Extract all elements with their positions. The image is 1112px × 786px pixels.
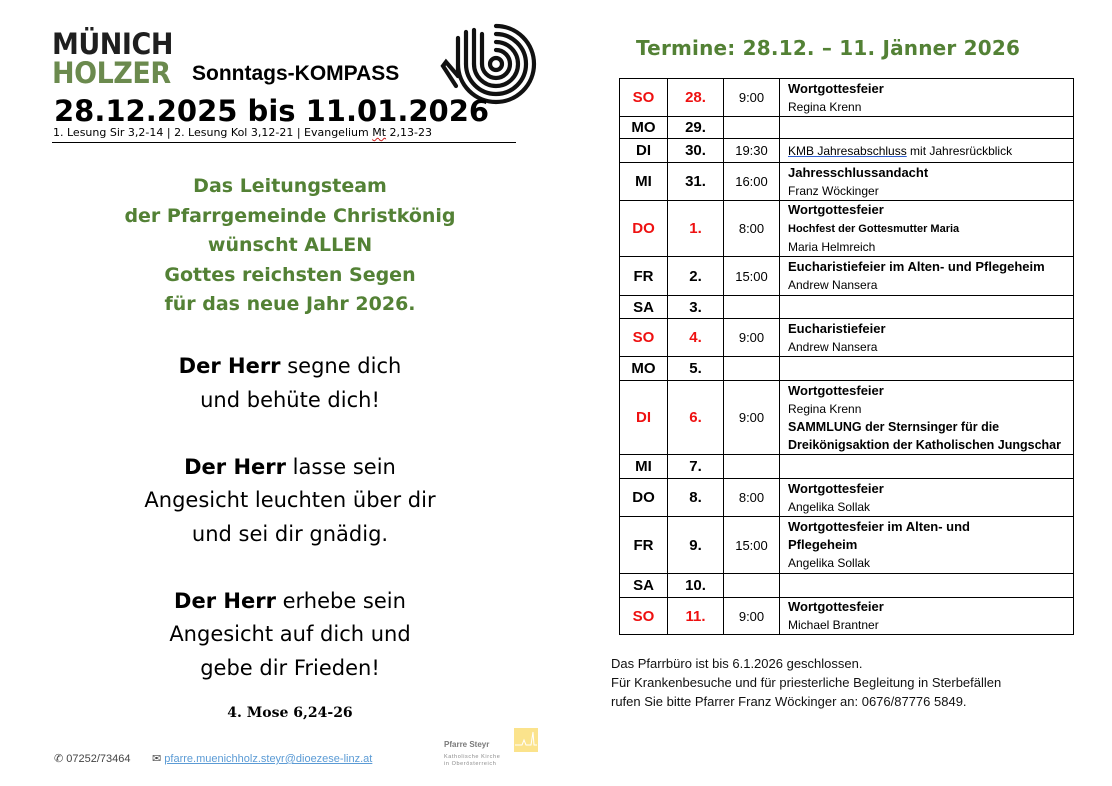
date-cell: 31. xyxy=(668,163,724,201)
schedule-table xyxy=(619,78,1074,635)
readings-text-end: 2,13-23 xyxy=(386,126,433,139)
event-person: Andrew Nansera xyxy=(788,339,878,354)
event-line xyxy=(788,258,1073,276)
time-cell xyxy=(724,455,780,479)
schedule-row xyxy=(620,574,1074,598)
event-cell xyxy=(780,381,1074,455)
schedule-row xyxy=(620,257,1074,296)
event-cell xyxy=(780,574,1074,598)
greeting-line: wünscht ALLEN xyxy=(207,234,373,256)
event-text: mit Jahresrückblick xyxy=(906,143,1013,158)
time-cell: 9:00 xyxy=(724,319,780,357)
date-cell: 29. xyxy=(668,117,724,139)
event-cell xyxy=(780,201,1074,257)
event-cell xyxy=(780,319,1074,357)
event-cell xyxy=(780,117,1074,139)
blessing-line: gebe dir Frieden! xyxy=(200,655,380,680)
event-line xyxy=(788,98,1073,116)
weekday-cell: FR xyxy=(620,517,668,574)
greeting-line: Das Leitungsteam xyxy=(193,175,387,197)
weekday-cell: MI xyxy=(620,163,668,201)
date-range-heading: 28.12.2025 bis 11.01.2026 xyxy=(54,94,490,128)
event-title: Wortgottesfeier xyxy=(788,80,884,96)
blessing-line: Angesicht leuchten über dir xyxy=(144,488,436,512)
time-cell: 8:00 xyxy=(724,201,780,257)
event-cell xyxy=(780,598,1074,635)
time-cell xyxy=(724,574,780,598)
event-line xyxy=(788,142,1073,160)
aaronic-blessing xyxy=(80,350,500,719)
date-cell: 4. xyxy=(668,319,724,357)
event-line xyxy=(788,164,1073,182)
blessing-text: segne dich xyxy=(280,354,402,378)
time-cell: 9:00 xyxy=(724,79,780,117)
notice-line: Das Pfarrbüro ist bis 6.1.2026 geschlossen. xyxy=(611,656,863,671)
weekday-cell: SO xyxy=(620,319,668,357)
blessing-line xyxy=(80,350,500,384)
weekday-cell: MI xyxy=(620,455,668,479)
date-cell: 2. xyxy=(668,257,724,296)
partner-sub-line: in Oberösterreich xyxy=(444,761,497,767)
bible-reference: 4. Mose 6,24-26 xyxy=(227,705,353,721)
pfarre-steyr-logo xyxy=(444,728,544,770)
event-line xyxy=(788,400,1073,418)
schedule-row xyxy=(620,139,1074,163)
date-cell: 6. xyxy=(668,381,724,455)
schedule-title: Termine: 28.12. – 11. Jänner 2026 xyxy=(636,36,1021,60)
blessing-line xyxy=(80,585,500,619)
blessing-stanza xyxy=(80,350,500,417)
event-cell xyxy=(780,139,1074,163)
blessing-stanza xyxy=(80,585,500,686)
event-flagged-text: KMB Jahresabschluss xyxy=(788,143,907,158)
event-line xyxy=(788,480,1073,498)
office-notice xyxy=(611,654,1001,711)
event-cell xyxy=(780,163,1074,201)
notice-line: Für Krankenbesuche und für priesterliche Begleitung in Sterbefällen xyxy=(611,675,1002,690)
event-person: Maria Helmreich xyxy=(788,240,876,254)
date-cell: 9. xyxy=(668,517,724,574)
schedule-body xyxy=(620,79,1074,635)
blessing-bold: Der Herr xyxy=(178,354,281,378)
event-title: Wortgottesfeier xyxy=(788,480,884,496)
schedule-row xyxy=(620,163,1074,201)
date-cell: 11. xyxy=(668,598,724,635)
date-cell: 28. xyxy=(668,79,724,117)
schedule-row xyxy=(620,357,1074,381)
event-cell xyxy=(780,257,1074,296)
event-line xyxy=(788,80,1073,98)
blessing-bold: Der Herr xyxy=(184,454,286,479)
weekday-cell: FR xyxy=(620,257,668,296)
blessing-bold: Der Herr xyxy=(174,588,276,613)
weekday-cell: SA xyxy=(620,574,668,598)
schedule-row xyxy=(620,517,1074,574)
schedule-row xyxy=(620,319,1074,357)
schedule-row xyxy=(620,455,1074,479)
event-line xyxy=(788,320,1073,338)
time-cell: 9:00 xyxy=(724,598,780,635)
logo-muenich: MÜNICH xyxy=(52,27,173,61)
envelope-icon: ✉ xyxy=(152,753,162,765)
blessing-text: erhebe sein xyxy=(275,588,406,613)
logo-holzer: HOLZER xyxy=(52,56,171,90)
time-cell: 19:30 xyxy=(724,139,780,163)
schedule-row xyxy=(620,479,1074,517)
event-person: Regina Krenn xyxy=(788,99,862,114)
readings-flagged-word: Mt xyxy=(372,126,387,139)
event-line xyxy=(788,498,1073,516)
event-title: Wortgottesfeier xyxy=(788,202,884,217)
event-line xyxy=(788,418,1073,436)
event-line xyxy=(788,598,1073,616)
event-cell xyxy=(780,455,1074,479)
event-line xyxy=(788,382,1073,400)
schedule-row xyxy=(620,598,1074,635)
event-person: Angelika Sollak xyxy=(788,499,871,514)
weekday-cell: MO xyxy=(620,357,668,381)
event-subtitle: Hochfest der Gottesmutter Maria xyxy=(788,223,960,235)
footer-email xyxy=(152,752,372,765)
schedule-row xyxy=(620,296,1074,319)
date-cell: 3. xyxy=(668,296,724,319)
date-cell: 8. xyxy=(668,479,724,517)
event-line xyxy=(788,536,1073,554)
blessing-line: Angesicht auf dich und xyxy=(169,622,411,646)
event-line xyxy=(788,201,1073,219)
page-title: Sonntags-KOMPASS xyxy=(192,62,400,85)
footer-phone xyxy=(54,752,131,765)
greeting-line: der Pfarrgemeinde Christkönig xyxy=(124,204,456,227)
weekday-cell: DI xyxy=(620,139,668,163)
event-title: Wortgottesfeier im Alten- und xyxy=(788,519,970,534)
date-cell: 10. xyxy=(668,574,724,598)
greeting-line: Gottes reichsten Segen xyxy=(164,263,416,286)
event-note: SAMMLUNG der Sternsinger für die xyxy=(788,419,1000,434)
blessing-text: lasse sein xyxy=(286,454,396,479)
event-cell xyxy=(780,296,1074,319)
time-cell: 9:00 xyxy=(724,381,780,455)
event-title: Jahresschlussandacht xyxy=(788,164,929,180)
schedule-row xyxy=(620,201,1074,257)
event-line xyxy=(788,276,1073,294)
weekday-cell: DO xyxy=(620,201,668,257)
event-title: Wortgottesfeier xyxy=(788,599,884,614)
time-cell xyxy=(724,296,780,319)
new-year-greeting xyxy=(80,172,500,320)
event-title: Eucharistiefeier xyxy=(788,320,886,336)
date-cell: 30. xyxy=(668,139,724,163)
email-link[interactable]: pfarre.muenichholz.steyr@dioezese-linz.at xyxy=(164,753,373,765)
time-cell xyxy=(724,357,780,381)
weekday-cell: SA xyxy=(620,296,668,319)
event-person: Regina Krenn xyxy=(788,401,862,416)
greeting-line: für das neue Jahr 2026. xyxy=(164,293,416,315)
event-title: Wortgottesfeier xyxy=(788,382,884,398)
date-cell: 5. xyxy=(668,357,724,381)
event-cell xyxy=(780,79,1074,117)
weekday-cell: MO xyxy=(620,117,668,139)
event-person: Franz Wöckinger xyxy=(788,183,879,198)
event-note: Dreikönigsaktion der Katholischen Jungschar xyxy=(788,437,1061,452)
date-cell: 7. xyxy=(668,455,724,479)
event-cell xyxy=(780,357,1074,381)
partner-logo-mark-icon xyxy=(514,728,538,752)
time-cell: 15:00 xyxy=(724,257,780,296)
header-divider xyxy=(52,142,516,143)
event-cell xyxy=(780,517,1074,574)
schedule-row xyxy=(620,117,1074,139)
notice-line: rufen Sie bitte Pfarrer Franz Wöckinger an: 0676/87776 5849. xyxy=(611,694,967,709)
event-line xyxy=(788,238,1073,256)
partner-sub-line: Katholische Kirche xyxy=(444,754,501,760)
event-person: Andrew Nansera xyxy=(788,278,878,292)
weekday-cell: DI xyxy=(620,381,668,455)
schedule-row xyxy=(620,79,1074,117)
event-person: Angelika Sollak xyxy=(788,556,871,570)
weekday-cell: DO xyxy=(620,479,668,517)
event-line xyxy=(788,219,1073,238)
weekday-cell: SO xyxy=(620,598,668,635)
time-cell: 16:00 xyxy=(724,163,780,201)
time-cell xyxy=(724,117,780,139)
event-cell xyxy=(780,479,1074,517)
event-title: Eucharistiefeier im Alten- und Pflegeheim xyxy=(788,259,1045,274)
event-line xyxy=(788,338,1073,356)
readings-text: 1. Lesung Sir 3,2-14 | 2. Lesung Kol 3,12-21 | Evangelium xyxy=(53,126,373,139)
phone-icon: ✆ xyxy=(54,753,64,765)
event-line xyxy=(788,182,1073,200)
event-line xyxy=(788,554,1073,572)
readings-line xyxy=(53,126,432,140)
blessing-line: und sei dir gnädig. xyxy=(191,521,389,546)
partner-name: Pfarre Steyr xyxy=(444,740,490,749)
weekday-cell: SO xyxy=(620,79,668,117)
partner-subtitle xyxy=(444,754,500,768)
event-line xyxy=(788,518,1073,536)
schedule-row xyxy=(620,381,1074,455)
event-line xyxy=(788,436,1073,454)
phone-number: 07252/73464 xyxy=(66,753,131,765)
blessing-stanza xyxy=(80,451,500,552)
time-cell: 8:00 xyxy=(724,479,780,517)
event-title: Pflegeheim xyxy=(788,537,858,552)
event-person: Michael Brantner xyxy=(788,618,879,632)
event-line xyxy=(788,616,1073,634)
blessing-line xyxy=(80,451,500,485)
time-cell: 15:00 xyxy=(724,517,780,574)
date-cell: 1. xyxy=(668,201,724,257)
blessing-line: und behüte dich! xyxy=(200,387,380,412)
